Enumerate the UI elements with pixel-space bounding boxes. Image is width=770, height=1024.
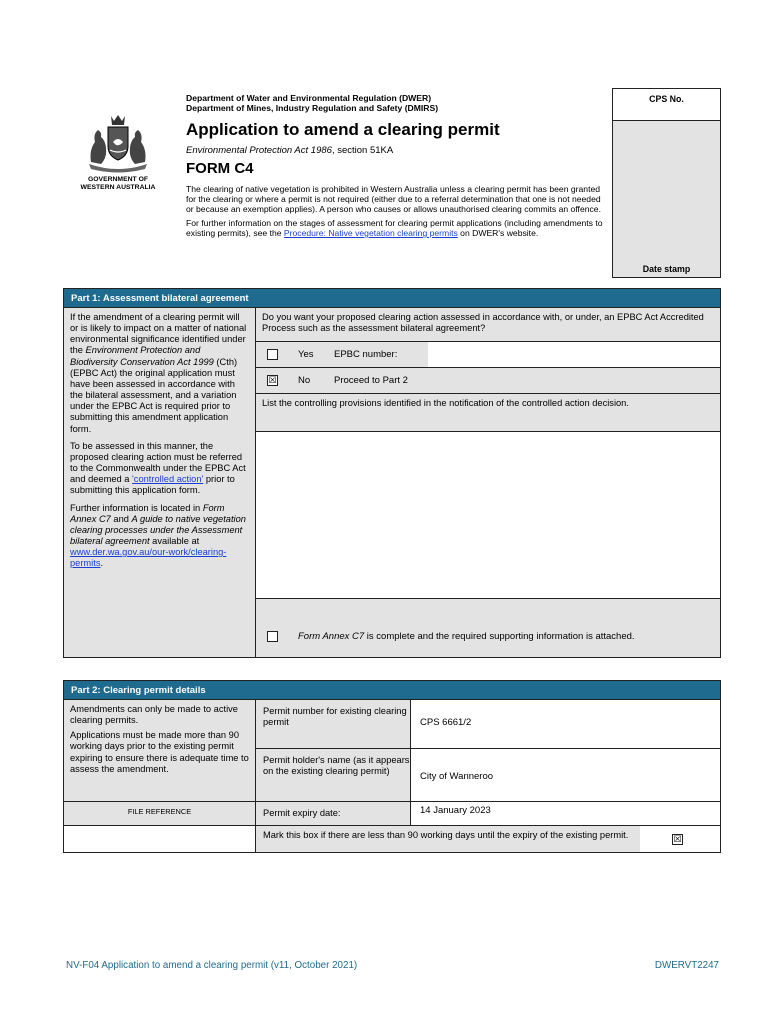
guidance-text: and xyxy=(110,513,132,524)
guidance-text: If the amendment of a clearing permit will or is likely to impact on a matter of national environmental significance identified under the xyxy=(70,312,247,356)
act-reference xyxy=(186,145,606,156)
form-header xyxy=(186,93,606,238)
crest-caption-line1: GOVERNMENT OF xyxy=(87,176,149,183)
wa-government-crest xyxy=(66,112,170,192)
epbc-number-field[interactable] xyxy=(428,342,720,367)
yes-checkbox[interactable] xyxy=(267,349,278,360)
page-title: Application to amend a clearing permit xyxy=(186,119,500,139)
permit-holder-label: Permit holder's name (as it appears on the existing clearing permit) xyxy=(256,749,411,801)
option-no-row xyxy=(256,368,720,394)
department-line-2: Department of Mines, Industry Regulation and Safety (DMIRS) xyxy=(186,103,439,114)
epbc-act-name: Environment Protection and Biodiversity Conservation Act 1999 xyxy=(70,345,214,367)
permit-number-label: Permit number for existing clearing permit xyxy=(256,700,411,748)
expiry-warning-checkbox[interactable]: ☒ xyxy=(673,834,682,844)
intro-paragraph-2 xyxy=(186,218,606,238)
clearing-permits-link[interactable]: www.der.wa.gov.au/our-work/clearing-permits xyxy=(70,547,227,569)
expiry-warning-text: Mark this box if there are less than 90 working days until the expiry of the existing permit. xyxy=(263,830,629,840)
footer-form-reference: NV-F04 Application to amend a clearing permit (v11, October 2021) xyxy=(66,960,358,971)
part1-form xyxy=(256,308,720,657)
file-reference-label: FILE REFERENCE xyxy=(64,802,256,826)
permit-holder-field[interactable]: City of Wanneroo xyxy=(420,771,494,782)
annex-confirmation-rest: is complete and the required supporting information is attached. xyxy=(364,631,635,642)
intro-paragraph-2-start: For further information on the stages of assessment for clearing permit applications (including amendments to existing permits), see the xyxy=(186,218,603,239)
part2-guidance xyxy=(64,700,256,802)
crest-caption xyxy=(66,176,170,192)
department-line-1: Department of Water and Environmental Regulation (DWER) xyxy=(186,93,432,103)
controlled-action-link[interactable]: 'controlled action' xyxy=(132,474,204,485)
part2-section xyxy=(63,680,721,853)
permit-expiry-row xyxy=(256,802,720,826)
file-reference-field[interactable] xyxy=(64,826,256,852)
part1-guidance-paragraph-1 xyxy=(70,312,249,435)
act-section: , section 51KA xyxy=(331,145,394,157)
part1-guidance xyxy=(64,308,256,657)
annex-name: Form Annex C7 xyxy=(298,631,365,642)
intro-text xyxy=(186,184,606,238)
date-stamp-label: Date stamp xyxy=(642,263,691,274)
permit-number-field[interactable]: CPS 6661/2 xyxy=(420,717,472,728)
intro-paragraph-1: The clearing of native vegetation is prohibited in Western Australia unless a clearing permit has been granted for the clearing or where a permit is not required (either due to a referral determination that one is not needed or because an exemption applies). A person who causes or allows unauthorised clearing commits an offence. xyxy=(186,183,601,214)
guidance-text: Further information is located in xyxy=(70,502,203,513)
expiry-warning-row xyxy=(256,826,720,852)
guide-name: A guide to native vegetation clearing processes under the Assessment bilateral agreement xyxy=(70,513,246,546)
coat-of-arms-icon xyxy=(83,112,153,174)
controlling-provisions-prompt: List the controlling provisions identified in the notification of the controlled action decision. xyxy=(256,394,720,432)
permit-expiry-label: Permit expiry date: xyxy=(256,802,411,825)
form-code: FORM C4 xyxy=(186,160,254,178)
part1-guidance-paragraph-3 xyxy=(70,503,249,570)
proceed-to-part2-label: Proceed to Part 2 xyxy=(334,375,408,386)
part1-section xyxy=(63,288,721,658)
annex-confirmation-row xyxy=(256,599,720,657)
part2-guidance-paragraph-2: Applications must be made more than 90 working days prior to the existing permit expiring to ensure there is adequate time to assess the amendment. xyxy=(70,730,249,774)
guidance-text: . xyxy=(100,558,104,569)
form-annex-name: Form Annex C7 xyxy=(70,502,225,524)
epbc-number-label: EPBC number: xyxy=(334,349,398,360)
guidance-text: (Cth) (EPBC Act) the original application must have been assessed in accordance with the bilateral assessment, and a variation under the EPBC Act is required prior to submitting this amendment application form. xyxy=(70,356,238,434)
part1-title: Part 1: Assessment bilateral agreement xyxy=(64,289,720,308)
guidance-text: prior to submitting this application form. xyxy=(70,474,235,496)
intro-paragraph-2-end: on DWER's website. xyxy=(457,228,539,239)
annex-complete-checkbox[interactable] xyxy=(267,631,278,642)
procedure-link[interactable]: Procedure: Native vegetation clearing permits xyxy=(283,228,458,239)
epbc-question: Do you want your proposed clearing action assessed in accordance with, or under, an EPBC Act Accredited Process such as the assessment bilateral agreement? xyxy=(256,308,720,342)
footer-document-id: DWERVT2247 xyxy=(654,960,719,971)
cps-number-label: CPS No. xyxy=(613,89,720,121)
yes-label: Yes xyxy=(298,349,314,360)
part2-title: Part 2: Clearing permit details xyxy=(64,681,720,700)
annex-confirmation-text xyxy=(298,631,635,642)
cps-stamp-box xyxy=(612,88,721,278)
permit-number-row xyxy=(256,700,720,749)
permit-expiry-field[interactable]: 14 January 2023 xyxy=(420,805,491,816)
part2-guidance-paragraph-1: Amendments can only be made to active clearing permits. xyxy=(70,704,238,726)
permit-holder-row xyxy=(256,749,720,802)
controlling-provisions-field[interactable] xyxy=(256,432,720,599)
expiry-warning-cell xyxy=(640,826,720,852)
guidance-text: available at xyxy=(149,535,200,546)
crest-caption-line2: WESTERN AUSTRALIA xyxy=(80,183,156,191)
act-name: Environmental Protection Act 1986 xyxy=(186,145,332,157)
part1-guidance-paragraph-2 xyxy=(70,441,249,497)
option-yes-row xyxy=(256,342,720,368)
no-checkbox[interactable]: ☒ xyxy=(268,375,277,385)
no-label: No xyxy=(298,375,311,386)
guidance-text: To be assessed in this manner, the proposed clearing action must be referred to the Commonwealth under the EPBC Act and deemed a xyxy=(70,440,246,485)
